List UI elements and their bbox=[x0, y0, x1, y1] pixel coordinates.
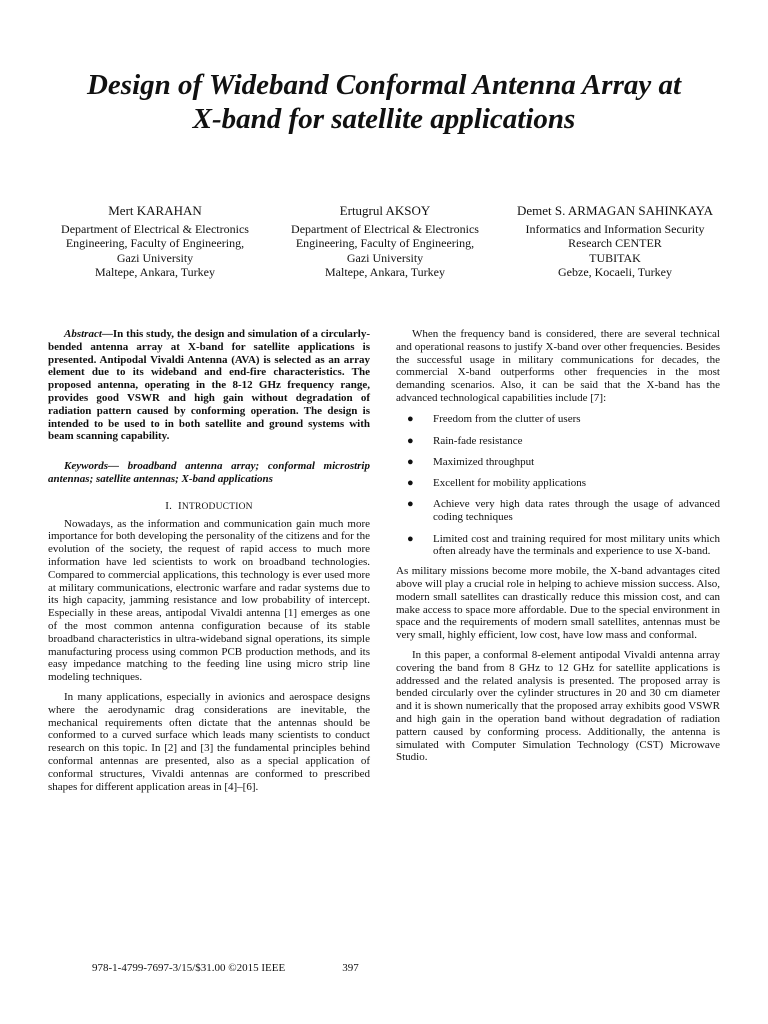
affiliation-line: Engineering, Faculty of Engineering, bbox=[65, 236, 245, 250]
author-name: Mert KARAHAN bbox=[108, 203, 202, 218]
abstract-lead: Abstract bbox=[64, 328, 102, 340]
abstract-text: —In this study, the design and simulation of a circularly-bended antenna array at X-band for satellite applications is presented. Antipodal Vivaldi Antenna (AVA) is selected as an array element due to its wideband and end-fire characteristics. The proposed antenna, operating in the 8-12 GHz frequency range, provides good VSWR and high gain without degradation of radiation pattern caused by conforming operation. The design is intended to be used to in both satellite and ground systems with beam scanning capability. bbox=[48, 328, 370, 443]
keywords-lead: Keywords— bbox=[64, 460, 119, 473]
list-item bbox=[396, 477, 720, 490]
list-item-text: Limited cost and training required for most military units which often already have the terminals and experience to use X-band. bbox=[433, 532, 720, 558]
affiliation-line: Engineering, Faculty of Engineering, bbox=[295, 236, 475, 250]
list-item bbox=[396, 498, 720, 524]
affiliation-line: Department of Electrical & Electronics bbox=[61, 221, 249, 236]
capabilities-list bbox=[396, 413, 720, 558]
abstract bbox=[48, 328, 370, 443]
left-column bbox=[48, 328, 370, 793]
section-title-rest: NTRODUCTION bbox=[181, 501, 253, 512]
list-item-text: Achieve very high data rates through the usage of advanced coding techniques bbox=[433, 498, 720, 524]
paper-title bbox=[40, 68, 728, 136]
section-initial: I bbox=[178, 499, 182, 512]
affiliation-line: Informatics and Information Security bbox=[525, 221, 705, 236]
list-item bbox=[396, 533, 720, 559]
affiliation-line: Maltepe, Ankara, Turkey bbox=[95, 265, 215, 279]
author-name: Demet S. ARMAGAN SAHINKAYA bbox=[517, 203, 713, 218]
affiliation-line: Gebze, Kocaeli, Turkey bbox=[558, 265, 672, 279]
bullet-icon: ● bbox=[407, 477, 414, 490]
title-line-1: Design of Wideband Conformal Antenna Array at bbox=[86, 69, 682, 101]
list-item bbox=[396, 413, 720, 426]
author-1 bbox=[40, 204, 270, 280]
title-line-2: X-band for satellite applications bbox=[192, 103, 576, 135]
bullet-icon: ● bbox=[407, 532, 414, 545]
list-item-text: Rain-fade resistance bbox=[433, 434, 523, 447]
bullet-icon: ● bbox=[407, 455, 414, 468]
keywords-text: broadband antenna array; conformal microstrip antennas; satellite antennas; X-band applications bbox=[48, 460, 370, 485]
author-block bbox=[40, 204, 730, 280]
mobility-paragraph: As military missions become more mobile, the X-band advantages cited above will play a crucial role in helping to achieve mission success. Also, modern small satellites can drastically reduce this mission cost, and can make access to space more affordable. Due to the special environment in space and the requirements of modern small satellites, antennas must be very small, highly efficient, low cost, have low mass and conformal. bbox=[396, 565, 720, 642]
paper-scope-paragraph: In this paper, a conformal 8-element antipodal Vivaldi antenna array covering the band from 8 GHz to 12 GHz for satellite applications is addressed and the related analysis is presented. The proposed array is bended circularly over the cylinder structures in 20 and 30 cm diameter and it is shown numerically that the proposed array exhibits good VSWR and high gain in the operation band without degradation of radiation pattern caused by conforming process. Additionally, the antenna is simulated with Computer Simulation Technology (CST) Microwave Studio. bbox=[396, 648, 720, 764]
list-item-text: Maximized throughput bbox=[433, 455, 535, 468]
author-name: Ertugrul AKSOY bbox=[339, 203, 431, 218]
right-column bbox=[396, 328, 720, 764]
intro-paragraph-2: In many applications, especially in avionics and aerospace designs where the aerodynamic drag considerations are inevitable, the mechanical requirements often dictate that the antennas should be conformed to a curved surface which leads many scientists to conduct research on this topic. In [2] and [3] the fundamental principles behind conformal antennas are presented, also as a special application of conformal structures, Vivaldi antennas are conformed to prescribed shapes for different application areas in [4]–[6]. bbox=[48, 690, 370, 793]
section-number: I. bbox=[165, 499, 173, 512]
affiliation-line: Maltepe, Ankara, Turkey bbox=[325, 265, 445, 279]
list-item-text: Freedom from the clutter of users bbox=[433, 413, 581, 426]
page-footer bbox=[92, 962, 359, 974]
section-heading-introduction bbox=[48, 500, 370, 514]
keywords bbox=[48, 460, 370, 486]
list-item-text: Excellent for mobility applications bbox=[433, 477, 587, 490]
xband-paragraph: When the frequency band is considered, there are several technical and operational reasons to justify X-band over other frequencies. Besides the successful usage in military communications for decades, the commercial X-band outperforms other frequencies in the most demanding scenarios. Also, it can be said that the X-band has the advanced technological capabilities include [7]: bbox=[396, 328, 720, 404]
author-3 bbox=[500, 204, 730, 280]
bullet-icon: ● bbox=[407, 498, 414, 511]
affiliation-line: TUBITAK bbox=[589, 250, 641, 265]
affiliation-line: Gazi University bbox=[116, 250, 194, 265]
bullet-icon: ● bbox=[407, 434, 414, 447]
bullet-icon: ● bbox=[407, 413, 414, 426]
list-item bbox=[396, 435, 720, 448]
intro-paragraph-1: Nowadays, as the information and communication gain much more importance for both developing the personality of the citizens and for the evolution of the society, the request of rapid access to much more information have led scientists to work on broadband technologies. Compared to commercial applications, this technology is ever used more at military communications, electronic warfare and radar systems due to its high capacity, jamming resistance and low probability of intercept. Especially in these areas, antipodal Vivaldi antenna [1] emerges as one of the most common antenna configuration because of its stable broadband characteristics in ultra-wideband signal operations, its simple manufacturing process using common PCB production methods, and its easy impedance matching to the feeding line using micro strip line modeling techniques. bbox=[48, 517, 370, 684]
page-number: 397 bbox=[342, 962, 359, 974]
affiliation-line: Gazi University bbox=[346, 250, 424, 265]
affiliation-line: Research CENTER bbox=[568, 236, 662, 250]
affiliation-line: Department of Electrical & Electronics bbox=[291, 221, 479, 236]
copyright-isbn: 978-1-4799-7697-3/15/$31.00 ©2015 IEEE bbox=[92, 962, 286, 974]
list-item bbox=[396, 456, 720, 469]
author-2 bbox=[270, 204, 500, 280]
